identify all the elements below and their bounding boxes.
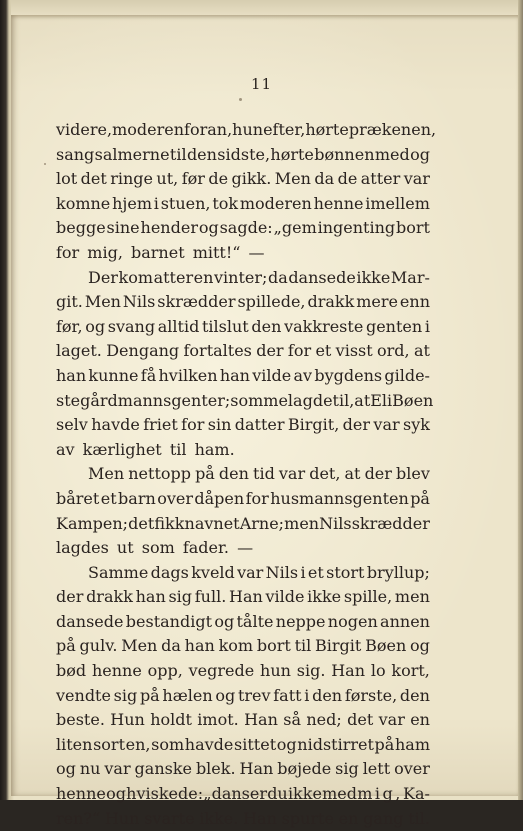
text-line: før, og svang alltid tilslut den vakkreste genten i: [56, 316, 430, 336]
text-line: bød henne opp, vegrede hun sig. Han lo kort,: [56, 661, 430, 681]
text-line: lagdes ut som fader. —: [56, 538, 254, 558]
text-line: Kampen; det fikk navnet Arne; men Nils skrædder: [56, 513, 430, 533]
text-line: laget. Dengang fortaltes der for et visst ord, at: [56, 341, 430, 361]
text-line: på gulv. Men da han kom bort til Birgit Bøen og: [56, 636, 430, 656]
text-line: ren?“ Hun svarte ikke. Han spurte en gang til.: [56, 808, 430, 828]
text-line: lot det ringe ut, før de gikk. Men da de atter var: [56, 169, 430, 189]
text-line: og nu var ganske blek. Han bøjede sig lett over: [56, 759, 430, 779]
page-top-edge: [11, 0, 523, 16]
text-line: henne og hviskede: „danser du ikke med mig, Ka-: [56, 784, 430, 804]
page-right-edge: [518, 0, 523, 800]
text-line: beste. Hun holdt imot. Han så ned; det var en: [56, 710, 430, 730]
text-line: komne hjem i stuen, tok moderen henne imellem: [56, 193, 430, 213]
text-line: der drakk han sig full. Han vilde ikke spille, men: [56, 587, 430, 607]
text-line: videre, moderen foran, hun efter, hørte prækenen,: [56, 120, 437, 139]
text-line: sang salmerne til den sidste, hørte bønnen med og: [56, 144, 430, 164]
text-line: båret et barn over dåpen for husmannsgenten på: [56, 488, 430, 508]
text-line: begge sine hender og sagde: „gem ingenting bort: [56, 218, 430, 238]
text-line: ste gårdmannsgenter; somme lagde til, at Eli Bøen: [56, 390, 434, 410]
text-line: liten sort en, som havde sittet og nidstirret på ham: [56, 734, 430, 754]
body-text: [56, 118, 437, 831]
text-line: Men nettopp på den tid var det, at der blev: [88, 464, 430, 484]
paper-speck: [239, 98, 242, 101]
text-line: for mig, barnet mitt!“ —: [56, 242, 265, 262]
paper-speck: [44, 163, 46, 165]
text-line: git. Men Nils skrædder spillede, drakk mere enn: [56, 292, 430, 312]
text-line: selv havde friet for sin datter Birgit, der var syk: [56, 415, 430, 435]
text-line: Der kom atter en vinter; da dansede ikke Mar-: [88, 267, 430, 287]
text-line: av kærlighet til ham.: [56, 439, 235, 459]
text-line: vendte sig på hælen og trev fatt i den første, den: [56, 685, 430, 705]
text-line: dansede bestandigt og tålte neppe nogen annen: [56, 611, 430, 631]
page-number: 11: [250, 75, 273, 93]
text-line: han kunne få hvilken han vilde av bygdens gilde-: [56, 365, 430, 385]
text-line: Samme dags kveld var Nils i et stort bryllup;: [88, 562, 430, 582]
